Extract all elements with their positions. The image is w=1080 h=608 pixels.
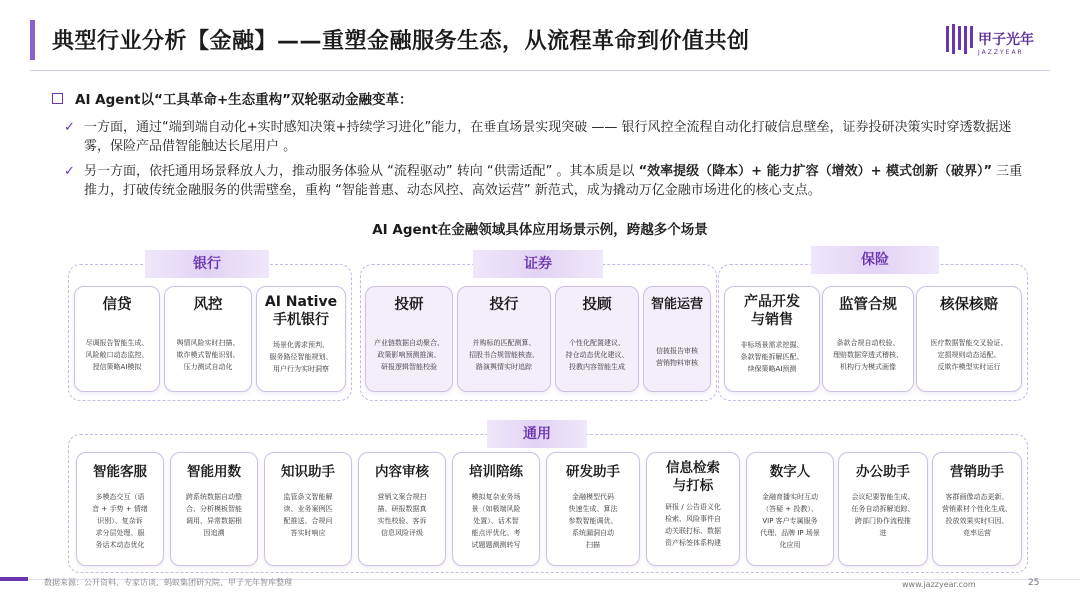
group-label-securities: 证券: [473, 250, 603, 278]
card-smart-operation: [643, 286, 711, 392]
card-title: 智能运营: [650, 297, 703, 312]
card-desc: 个性化配置建议、 持仓动态优化建议、 投教内容智能生成: [565, 339, 629, 371]
card-desc: 跨系统数据自动整 合、分析模板智能 调用、异常数据根 因追溯: [186, 493, 242, 537]
card-investment-bank: [457, 286, 551, 392]
card-desc: 客群画像动态更新、 营销素材个性化生成、 投放效果实时归因、 竞率运营: [942, 493, 1012, 537]
website-link[interactable]: www.jazzyear.com: [902, 580, 976, 589]
card-title: 知识助手: [281, 464, 335, 480]
intro-paragraph-2-c: 三重推力，打破传统金融服务的供需壁垒，重构 “智能普惠、动态风控、高效运营” 新范式，成为撬动万亿金融市场进化的核心支点。: [84, 164, 1023, 198]
card-desc: 医疗数据智能交叉验证、 定损规则动态适配、 反欺诈模型实时运行: [930, 339, 1008, 371]
card-desc: 产业链数据自动聚合、 政策影响预测推演、 研报逻辑智能校验: [374, 339, 444, 371]
card-title: 研发助手: [566, 464, 620, 480]
card-desc: 场景化需求预判、 服务路径智能规划、 用户行为实时洞察: [269, 341, 333, 373]
card-content-review: [358, 452, 446, 566]
card-credit: [74, 286, 160, 392]
card-title: 营销助手: [950, 464, 1004, 480]
data-source: 数据来源：公开资料、专家访谈、蚂蚁集团研究院、甲子光年智库整理: [44, 578, 292, 587]
card-title: 信贷: [102, 297, 132, 313]
card-title: 产品开发 与销售: [744, 294, 800, 328]
logo-text-en: JAZZYEAR: [978, 49, 1024, 56]
card-marketing-assistant: [932, 452, 1022, 566]
card-smart-data: [170, 452, 258, 566]
intro-lead-text: AI Agent以“工具革命+生态重构”双轮驱动金融变革：: [75, 92, 413, 108]
card-desc: 金融模型代码 快速生成、算法 参数智能调优、 系统漏洞自动 扫描: [568, 493, 618, 549]
checkmark-icon: ✓: [64, 164, 75, 179]
group-label-insurance: 保险: [811, 246, 939, 274]
checkmark-icon: ✓: [64, 120, 75, 135]
title-accent-bar: [30, 20, 35, 60]
card-desc: 营销文案合规扫 描、研报数据真 实性校验、客诉 信息风险评级: [377, 493, 427, 537]
intro-paragraph-2-bold: “效率提级（降本）+ 能力扩容（增效）+ 模式创新（破界）”: [638, 164, 993, 179]
card-info-retrieval: [646, 452, 740, 566]
card-title: 投顾: [582, 297, 612, 313]
intro-paragraph-1: [64, 118, 1034, 156]
card-ai-native-mobile-bank: [256, 286, 346, 392]
card-desc: 模拟复杂业务场 景（如极端风险 处置）、话术智 能点评优化、考 试题题测测转写: [471, 493, 521, 549]
jazzyear-logo: [946, 26, 1056, 66]
card-smart-customer-service: [76, 452, 164, 566]
card-risk-control: [164, 286, 252, 392]
card-title: 智能客服: [93, 464, 147, 480]
card-desc: 信披报告审核 营销物料审核: [656, 347, 698, 367]
page-title: 典型行业分析【金融】——重塑金融服务生态，从流程革命到价值共创: [52, 29, 750, 54]
card-desc: 尽调报告智能生成、 风险敞口动态监控、 授信策略AI模拟: [85, 339, 149, 371]
card-underwriting-claims: [916, 286, 1022, 392]
card-title: 智能用数: [187, 464, 241, 480]
card-title: 办公助手: [856, 464, 910, 480]
card-title: 内容审核: [375, 464, 429, 480]
intro-paragraph-2: [64, 162, 1034, 200]
card-advisory: [555, 286, 639, 392]
card-title: 风控: [193, 297, 223, 313]
card-desc: 非标场景需求挖掘、 条款智能拆解匹配、 续保策略AI预测: [740, 341, 804, 373]
card-desc: 会议纪要智能生成、 任务自动拆解追踪、 跨部门协作流程推 进: [851, 493, 915, 537]
title-divider: [30, 70, 1050, 71]
card-product-dev-sales: [724, 286, 820, 392]
logo-bars-icon: [946, 26, 973, 54]
page-number: 25: [1028, 578, 1040, 588]
card-title: 投研: [394, 297, 424, 313]
card-title: 监管合规: [839, 297, 897, 313]
logo-text-cn: 甲子光年: [978, 32, 1034, 48]
card-digital-human: [746, 452, 834, 566]
square-bullet-icon: [52, 93, 63, 104]
group-label-general: 通用: [487, 420, 587, 448]
intro-paragraph-2-a: 另一方面，依托通用场景释放人力，推动服务体验从 “流程驱动” 转向 “供需适配” 。其本质是以: [84, 164, 639, 179]
card-title: AI Native 手机银行: [264, 294, 338, 328]
card-title: 信息检索 与打标: [666, 460, 720, 494]
card-training: [452, 452, 540, 566]
card-knowledge-assistant: [264, 452, 352, 566]
card-title: 核保核赔: [940, 297, 998, 313]
card-desc: 多模态交互（语 音 + 手势 + 情绪 识别）、复杂诉 求分层处理、服 务话术动态优化: [92, 493, 148, 549]
group-label-bank: 银行: [145, 250, 269, 278]
card-desc: 金融育播实时互动 （答疑 + 投教）、 VIP 客户专属服务 代理、品牌 IP 场景 化应用: [760, 493, 820, 549]
card-title: 数字人: [769, 464, 811, 480]
card-desc: 舆情风险实时扫描、 欺诈模式智能识别、 压力测试自动化: [176, 339, 240, 371]
section-title: AI Agent在金融领域具体应用场景示例，跨越多个场景: [372, 222, 708, 238]
footer-accent-bar: [0, 577, 28, 581]
card-desc: 研报 / 公告语义化 检索、风险事件自 动关联打标、数据 资产标签体系构建: [665, 503, 721, 547]
intro-paragraph-1-text: 一方面，通过“端到端自动化+实时感知决策+持续学习进化”能力，在垂直场景实现突破 —— 银行风控全流程自动化打破信息壁垒，证券投研决策实时穿透数据迷雾，保险产品借智能触达长尾用户 。: [84, 120, 1012, 154]
card-title: 投行: [489, 297, 519, 313]
card-dev-assistant: [546, 452, 640, 566]
card-office-assistant: [838, 452, 928, 566]
card-research: [365, 286, 453, 392]
card-title: 培训陪练: [469, 464, 523, 480]
card-regulatory-compliance: [822, 286, 914, 392]
card-desc: 监管条文智能解 读、业务案例匹 配推送、合规问 答实时响应: [283, 493, 333, 537]
card-desc: 并购标的匹配测算、 招股书合规智能核查、 路演舆情实时追踪: [469, 339, 539, 371]
intro-lead: [52, 88, 413, 108]
card-desc: 条款合规自动校验、 理赔数据穿透式稽核、 机构行为模式画像: [833, 339, 903, 371]
